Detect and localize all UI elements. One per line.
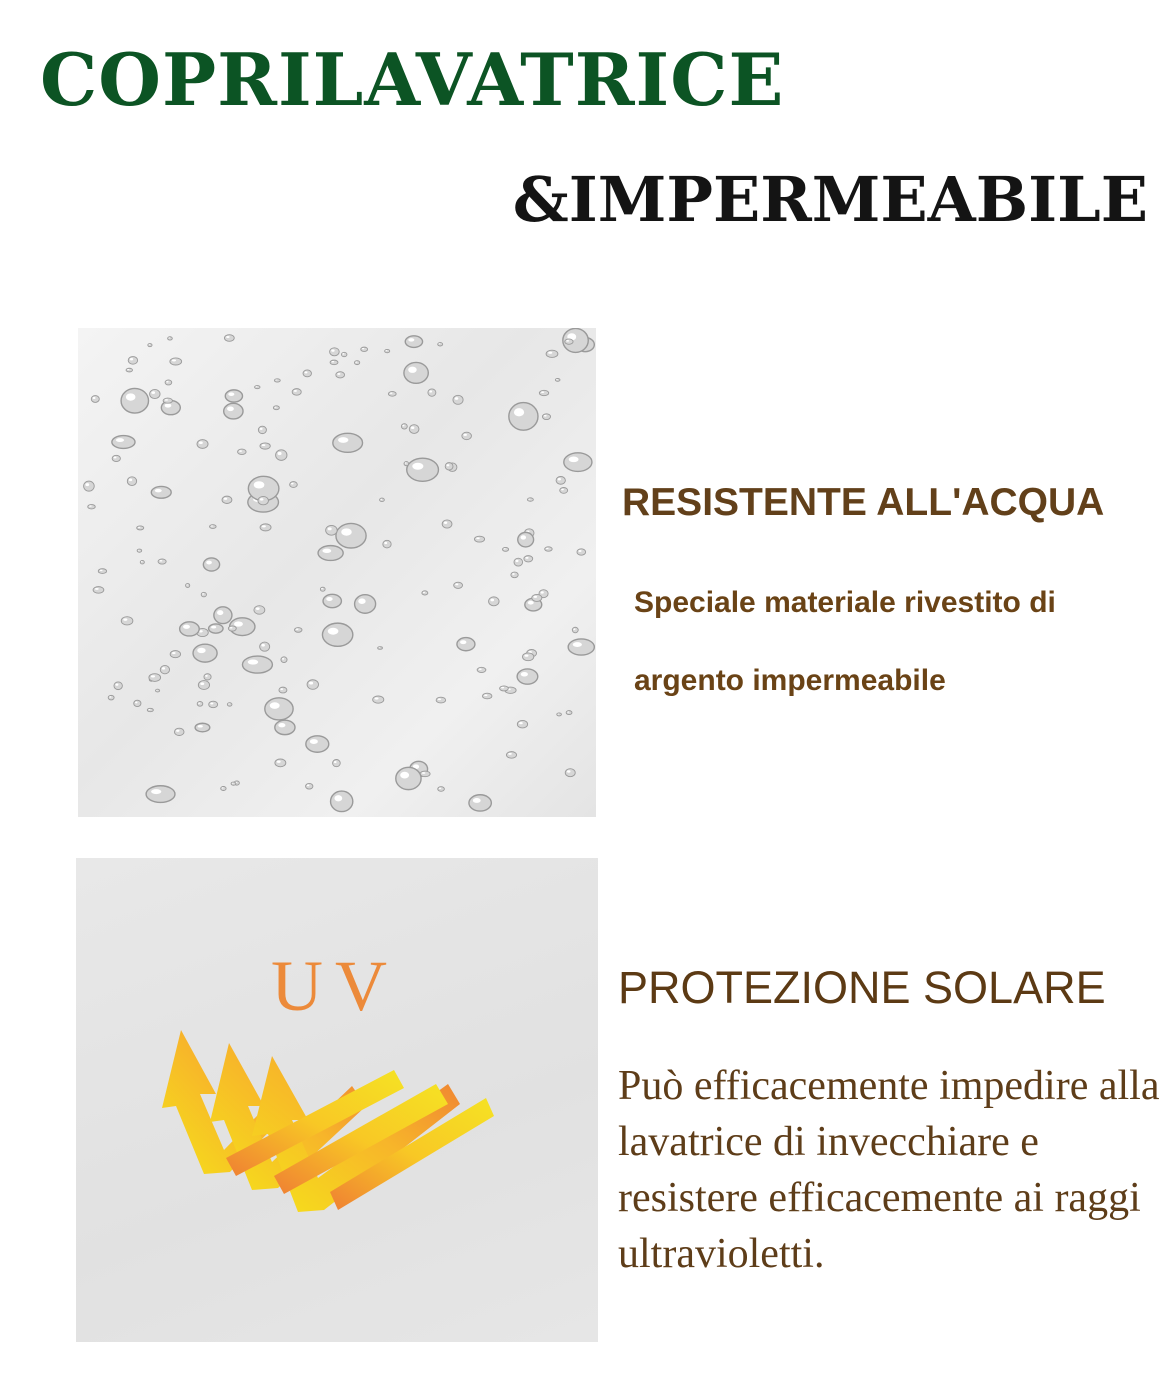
uv-rays-arrows-icon xyxy=(76,858,598,1342)
water-droplet xyxy=(383,540,391,548)
water-droplet xyxy=(121,617,133,625)
water-droplet xyxy=(274,379,280,382)
water-resistant-image xyxy=(78,328,596,817)
water-droplet xyxy=(404,462,409,466)
water-droplet xyxy=(170,358,182,365)
water-droplet xyxy=(511,572,518,578)
water-droplet xyxy=(303,370,311,377)
water-droplet xyxy=(524,556,533,562)
water-droplet xyxy=(477,667,486,672)
water-droplet xyxy=(228,626,236,631)
water-droplet xyxy=(438,787,445,792)
water-droplet xyxy=(509,403,538,431)
water-droplet xyxy=(557,713,562,716)
water-droplet xyxy=(134,700,141,706)
feature-heading-uv: PROTEZIONE SOLARE xyxy=(618,962,1106,1013)
water-droplet xyxy=(401,424,407,429)
water-droplet xyxy=(209,701,218,707)
water-droplet xyxy=(409,425,419,434)
water-droplet xyxy=(469,795,491,811)
water-droplet xyxy=(195,723,210,732)
water-droplet xyxy=(442,520,452,528)
water-droplet xyxy=(445,463,453,470)
water-droplet xyxy=(197,701,203,706)
water-droplet xyxy=(156,689,160,692)
water-droplet xyxy=(388,392,396,397)
water-droplet xyxy=(517,720,527,728)
water-droplet xyxy=(201,592,206,596)
uv-label: UV xyxy=(271,946,399,1026)
water-droplet xyxy=(396,767,421,789)
water-droplet xyxy=(572,627,578,633)
water-droplet xyxy=(568,639,594,655)
water-droplet xyxy=(198,681,209,690)
water-droplet xyxy=(84,481,95,491)
water-droplet xyxy=(422,591,428,595)
water-droplet xyxy=(323,594,341,607)
water-droplet xyxy=(126,368,132,372)
water-droplet xyxy=(564,453,592,472)
water-droplet xyxy=(186,584,190,588)
water-droplet xyxy=(158,559,166,564)
water-droplet xyxy=(354,361,359,365)
water-droplet xyxy=(331,791,353,812)
water-droplet xyxy=(407,458,439,481)
water-droplet xyxy=(330,348,340,356)
water-droplet xyxy=(555,378,560,381)
water-droplet xyxy=(258,496,269,504)
water-droplet xyxy=(482,693,492,699)
water-droplet xyxy=(204,674,211,680)
water-droplet xyxy=(147,708,153,711)
water-droplet xyxy=(333,760,341,767)
water-droplet xyxy=(542,414,550,420)
water-droplet xyxy=(254,606,265,614)
water-droplet xyxy=(168,337,173,340)
water-droplet xyxy=(546,350,558,357)
water-droplet xyxy=(225,390,242,402)
water-droplet xyxy=(174,728,184,735)
page-subtitle: &IMPERMEABILE xyxy=(512,163,1148,236)
water-droplet xyxy=(532,594,542,601)
water-droplet xyxy=(121,388,148,413)
feature-heading-water: RESISTENTE ALL'ACQUA xyxy=(622,481,1105,524)
water-droplet xyxy=(242,656,272,673)
water-droplet xyxy=(197,440,208,449)
water-droplet xyxy=(341,352,346,356)
water-droplet xyxy=(163,398,172,403)
water-droplet xyxy=(203,558,219,571)
water-droplet xyxy=(405,336,422,348)
water-droplet xyxy=(160,665,169,673)
water-droplet xyxy=(279,687,287,693)
water-droplet xyxy=(330,360,338,365)
water-droplet xyxy=(454,582,463,588)
page-title: COPRILAVATRICE xyxy=(40,37,785,122)
water-droplet xyxy=(326,525,338,535)
water-droplet xyxy=(146,786,175,803)
water-droplet xyxy=(457,638,475,651)
water-droplet xyxy=(514,558,523,566)
water-droplet xyxy=(260,443,270,449)
water-droplet xyxy=(556,477,565,485)
water-droplet xyxy=(238,449,247,454)
water-droplet xyxy=(93,587,104,594)
water-droplet xyxy=(137,549,142,552)
water-droplet xyxy=(265,698,293,720)
water-droplet xyxy=(98,569,106,574)
water-droplet xyxy=(474,536,484,542)
water-droplet xyxy=(560,488,568,494)
water-droplet xyxy=(209,525,216,529)
water-droplet xyxy=(276,450,287,461)
water-droplet xyxy=(566,711,572,715)
water-droplet xyxy=(91,396,99,403)
water-droplet xyxy=(361,347,368,351)
water-droplet xyxy=(127,477,136,486)
water-droplet xyxy=(273,406,279,410)
feature-description-water-line-2: argento impermeabile xyxy=(634,664,946,697)
water-droplet xyxy=(227,703,232,706)
water-droplet xyxy=(108,695,114,700)
water-droplet xyxy=(373,696,384,703)
water-droplet xyxy=(255,386,260,389)
water-droplet xyxy=(336,523,366,548)
water-droplet xyxy=(275,759,286,767)
water-droplet xyxy=(292,389,301,396)
water-droplet xyxy=(545,547,553,551)
water-droplet xyxy=(294,628,302,633)
water-droplet xyxy=(209,624,223,633)
water-droplet xyxy=(306,783,313,789)
water-droplet xyxy=(565,339,573,344)
water-droplet xyxy=(565,769,575,777)
water-droplet xyxy=(170,651,180,658)
water-droplet xyxy=(222,496,232,503)
water-droplet xyxy=(148,344,152,347)
water-droplet xyxy=(214,607,232,624)
water-droplet xyxy=(150,389,160,398)
water-droplet xyxy=(260,524,271,531)
water-droplet xyxy=(322,623,352,646)
water-droplet xyxy=(378,647,383,650)
water-droplet xyxy=(355,595,376,614)
water-droplet xyxy=(506,752,516,759)
water-droplet xyxy=(420,771,430,777)
feature-description-water-line-1: Speciale materiale rivestito di xyxy=(634,586,1056,619)
water-droplet xyxy=(438,343,443,346)
water-droplet xyxy=(489,597,499,606)
water-droplet xyxy=(258,426,266,433)
water-droplet xyxy=(112,436,135,449)
water-droplet xyxy=(306,736,329,752)
water-droplet xyxy=(221,787,226,791)
water-droplet xyxy=(275,720,295,734)
water-droplet xyxy=(318,546,343,561)
uv-protection-image xyxy=(76,858,598,1342)
water-droplet xyxy=(128,357,137,365)
water-droplet xyxy=(224,335,234,342)
water-droplet xyxy=(385,349,390,352)
water-droplet xyxy=(500,686,509,691)
water-droplet xyxy=(539,390,548,395)
water-droplet xyxy=(404,362,428,383)
water-droplet xyxy=(112,455,120,461)
water-droplet xyxy=(180,622,200,636)
water-droplet xyxy=(436,697,446,703)
water-droplet xyxy=(428,389,436,396)
water-droplet xyxy=(522,653,533,661)
water-droplet xyxy=(336,372,345,378)
water-droplet xyxy=(380,498,385,501)
water-droplet xyxy=(527,498,533,501)
water-droplet xyxy=(151,486,171,498)
water-droplets-icon xyxy=(78,328,596,817)
water-droplet xyxy=(518,532,534,547)
water-droplet xyxy=(462,432,472,439)
water-droplet xyxy=(224,403,243,419)
feature-description-uv: Può efficacemente impedire alla lavatrice di invecchiare e resistere efficacemente ai raggi ultravioletti. xyxy=(618,1063,1160,1277)
water-droplet xyxy=(577,549,586,555)
water-droplet xyxy=(88,505,96,509)
water-droplet xyxy=(114,682,122,690)
water-droplet xyxy=(165,380,172,385)
water-droplet xyxy=(140,560,144,563)
water-droplet xyxy=(260,642,270,651)
water-droplet xyxy=(193,644,217,662)
water-droplet xyxy=(281,657,287,663)
water-droplet xyxy=(320,587,325,591)
water-droplet xyxy=(137,526,144,530)
water-droplet xyxy=(453,395,463,404)
water-droplet xyxy=(517,669,538,684)
water-droplet xyxy=(502,547,508,551)
water-droplet xyxy=(231,782,236,785)
water-droplet xyxy=(333,433,363,452)
water-droplet xyxy=(290,482,298,488)
water-droplet xyxy=(149,674,161,682)
water-droplet xyxy=(307,680,318,690)
